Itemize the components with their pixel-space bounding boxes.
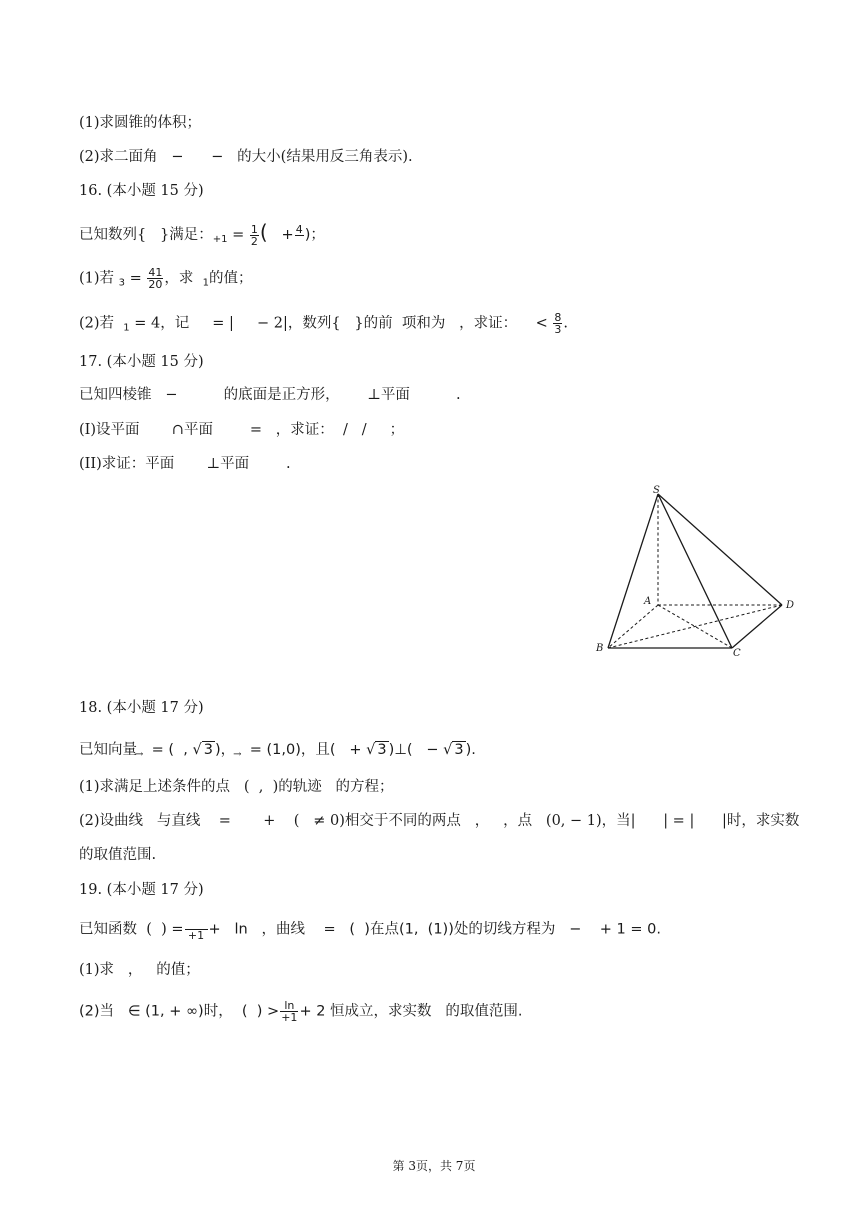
- q15-part1: (1)求圆锥的体积；: [79, 115, 202, 131]
- q16-part1: [79, 267, 253, 294]
- q18-statement: 已知向量 = ( , √ 3 )， = (1,0)，且( + √ 3 )⊥( − √ 3 ).: [79, 742, 476, 758]
- text: (2)求二面角: [79, 149, 158, 165]
- text: + ln ，曲线 = ( )在点(1, (1))处的切线方程为 − + 1 = 0.: [208, 921, 661, 938]
- q17-statement: 已知四棱锥 − 的底面是正方形， ⊥平面 .: [79, 387, 461, 403]
- denominator: 20: [148, 278, 163, 291]
- subscript: 1: [123, 322, 130, 334]
- text: )；: [304, 227, 325, 243]
- page-footer: 第 3页，共 7页: [392, 1159, 476, 1173]
- fraction: [280, 1000, 298, 1023]
- denominator: [295, 236, 304, 247]
- q15-part2: [79, 147, 413, 167]
- q17-part1: (I)设平面 ∩平面 = ，求证： / / ；: [79, 422, 405, 438]
- edge-sb: [608, 494, 658, 648]
- numerator: 1: [250, 222, 258, 236]
- q16-statement: [79, 222, 325, 250]
- text: 已知函数 ( ) =: [79, 921, 184, 938]
- fraction: [553, 312, 562, 335]
- sqrt-radicand: 3: [454, 742, 464, 758]
- text: +: [267, 227, 294, 243]
- fraction: [250, 224, 259, 247]
- text: (1)若: [79, 270, 115, 287]
- q18-part2: (2)设曲线 与直线 = + ( ≠ 0)相交于不同的两点 ， ，点 (0, − 1)，当| | = | |时，求实数: [79, 813, 800, 829]
- edge-sd: [658, 494, 782, 605]
- q19-header: 19. (本小题 17 分): [79, 882, 204, 898]
- denominator: 3: [554, 323, 562, 336]
- q16-header: 16. (本小题 15 分): [79, 183, 204, 199]
- text: .: [563, 315, 568, 332]
- edge-cd: [732, 605, 782, 648]
- q17-part2: (II)求证：平面 ⊥平面 .: [79, 456, 291, 472]
- numerator: 4: [295, 222, 303, 236]
- q19-part2: [79, 1000, 522, 1023]
- vertex-label-d: D: [786, 600, 795, 611]
- q18-part1: (1)求满足上述条件的点 ( , )的轨迹 的方程；: [79, 779, 394, 795]
- sqrt-radicand: 3: [377, 742, 387, 758]
- text: = 4，记 = | − 2|，数列{ }的前 项和为 ，求证： <: [129, 315, 548, 332]
- text: )，: [214, 742, 236, 758]
- numerator: 41: [148, 266, 163, 279]
- q18-header: 18. (本小题 17 分): [79, 700, 204, 716]
- text: −: [211, 149, 224, 165]
- text: 已知向量: [79, 742, 137, 758]
- text: =: [129, 270, 142, 287]
- fraction: [295, 224, 304, 247]
- denominator: +1: [281, 1011, 298, 1024]
- subscript: +1: [212, 234, 228, 245]
- vertex-label-b: B: [596, 643, 604, 654]
- subscript: 3: [118, 277, 126, 289]
- text: = ( ,: [147, 742, 188, 758]
- sqrt-radicand: 3: [203, 742, 213, 758]
- q17-header: 17. (本小题 15 分): [79, 354, 204, 370]
- text: (2)当 ∈ (1, + ∞)时， ( ) >: [79, 1003, 280, 1020]
- text: = (1,0)，且( +: [245, 742, 362, 758]
- numerator: 8: [554, 311, 562, 324]
- text: =: [232, 227, 245, 243]
- vertex-label-a: A: [644, 596, 652, 607]
- paren: (: [259, 220, 268, 244]
- denominator: 2: [250, 234, 258, 248]
- text: −: [171, 149, 184, 165]
- text: ).: [465, 742, 476, 758]
- text: )⊥( −: [388, 742, 439, 758]
- q19-statement: [79, 918, 661, 941]
- text: + 2 恒成立，求实数 的取值范围.: [299, 1003, 523, 1020]
- text: 的值；: [209, 270, 253, 287]
- text: 的大小(结果用反三角表示).: [237, 149, 413, 165]
- denominator: +1: [187, 929, 205, 942]
- fraction: [147, 267, 163, 290]
- subscript: 1: [202, 277, 209, 289]
- text: ，求: [164, 270, 194, 287]
- text: 已知数列{ }满足：: [79, 227, 213, 243]
- q16-part2: [79, 312, 568, 339]
- diagonal-bd: [608, 605, 782, 648]
- fraction: [185, 918, 208, 941]
- vertex-label-s: S: [653, 485, 660, 496]
- edge-sc: [658, 494, 732, 648]
- q19-part1: (1)求 ， 的值；: [79, 962, 200, 978]
- pyramid-figure: [592, 482, 807, 657]
- numerator: ln: [280, 1000, 298, 1012]
- text: (2)若: [79, 315, 115, 332]
- vertex-label-c: C: [733, 648, 741, 657]
- q18-part2-cont: 的取值范围.: [79, 847, 157, 863]
